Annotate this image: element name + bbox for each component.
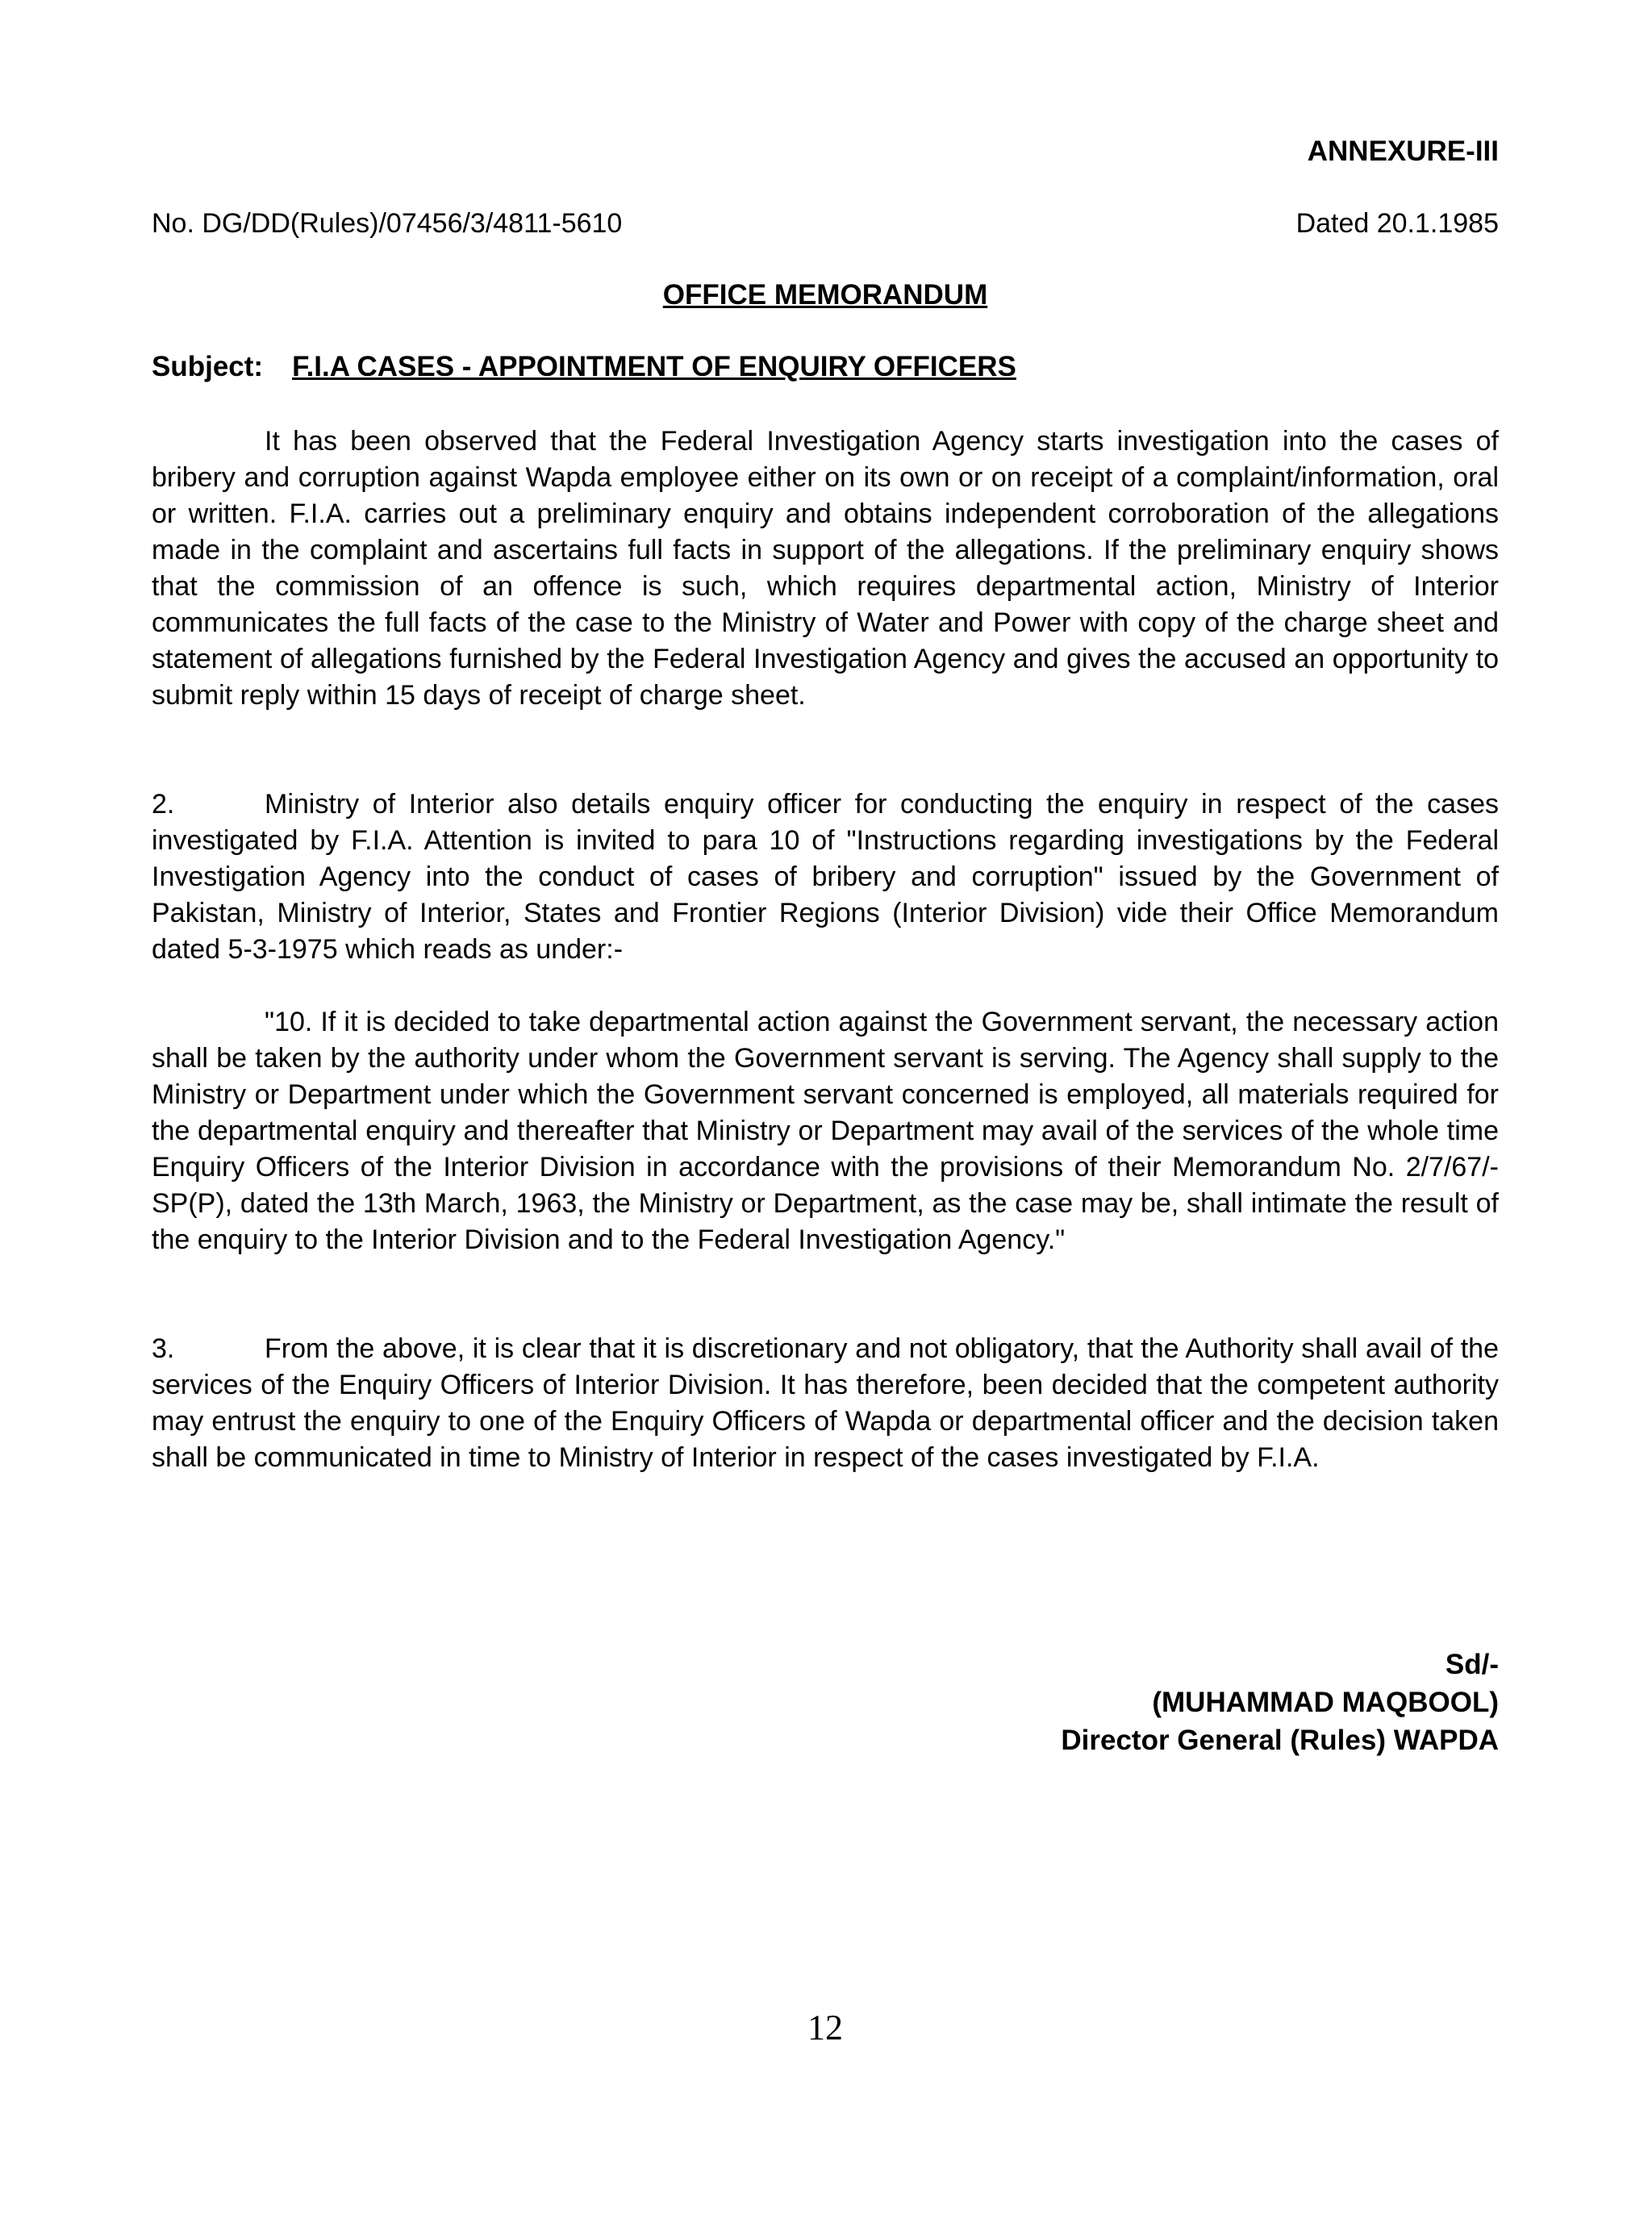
signature-sd: Sd/- bbox=[1445, 1649, 1499, 1680]
paragraph-3-number: 3. bbox=[152, 1333, 175, 1364]
document-date: Dated 20.1.1985 bbox=[1295, 208, 1499, 239]
subject-text: F.I.A CASES - APPOINTMENT OF ENQUIRY OFFICERS bbox=[292, 351, 1016, 382]
paragraph-3 bbox=[152, 1331, 1499, 1476]
paragraph-1 bbox=[152, 423, 1499, 714]
page-number: 12 bbox=[807, 2008, 843, 2047]
subject-line bbox=[152, 351, 1499, 383]
paragraph-2-text: Ministry of Interior also details enquiry officer for conducting the enquiry in respect of the cases investigated by F.I.A. Attention is invited to para 10 of "Instructions regarding investigations by the Federal Investigation Agency into the conduct of cases of bribery and corruption" issued by the Government of Pakistan, Ministry of Interior, States and Frontier Regions (Interior Division) vide their Office Memorandum dated 5-3-1975 which reads as under:- bbox=[152, 789, 1499, 965]
document-page bbox=[152, 0, 1499, 2215]
quoted-paragraph bbox=[152, 1004, 1499, 1258]
paragraph-1-text: It has been observed that the Federal Investigation Agency starts investigation into the cases of bribery and corruption against Wapda employee either on its own or on receipt of a complaint/information, oral or written. F.I.A. carries out a preliminary enquiry and obtains independent corroboration of the allegations made in the complaint and ascertains full facts in support of the allegations. If the preliminary enquiry shows that the commission of an offence is such, which requires departmental action, Ministry of Interior communicates the full facts of the case to the Ministry of Water and Power with copy of the charge sheet and statement of allegations furnished by the Federal Investigation Agency and gives the accused an opportunity to submit reply within 15 days of receipt of charge sheet. bbox=[152, 426, 1499, 711]
memo-title: OFFICE MEMORANDUM bbox=[662, 279, 988, 311]
signatory-designation: Director General (Rules) WAPDA bbox=[1061, 1725, 1499, 1756]
reference-number: No. DG/DD(Rules)/07456/3/4811-5610 bbox=[152, 208, 623, 239]
signatory-name: (MUHAMMAD MAQBOOL) bbox=[1152, 1687, 1499, 1718]
annexure-label: ANNEXURE-III bbox=[1307, 136, 1499, 167]
paragraph-2-number: 2. bbox=[152, 789, 175, 820]
quoted-paragraph-text: "10. If it is decided to take departmental action against the Government servant, the necessary action shall be taken by the authority under whom the Government servant is serving. The Agency shall supply to the Ministry or Department under which the Government servant concerned is employed, all materials required for the departmental enquiry and thereafter that Ministry or Department may avail of the services of the whole time Enquiry Officers of the Interior Division in accordance with the provisions of their Memorandum No. 2/7/67/-SP(P), dated the 13th March, 1963, the Ministry or Department, as the case may be, shall intimate the result of the enquiry to the Interior Division and to the Federal Investigation Agency." bbox=[152, 1007, 1499, 1255]
subject-label: Subject: bbox=[152, 351, 264, 382]
signature-block bbox=[1061, 1646, 1499, 1759]
reference-line bbox=[152, 208, 1499, 240]
paragraph-3-text: From the above, it is clear that it is discretionary and not obligatory, that the Authority shall avail of the services of the Enquiry Officers of Interior Division. It has therefore, been decided that the competent authority may entrust the enquiry to one of the Enquiry Officers of Wapda or departmental officer and the decision taken shall be communicated in time to Ministry of Interior in respect of the cases investigated by F.I.A. bbox=[152, 1333, 1499, 1473]
paragraph-2 bbox=[152, 786, 1499, 968]
